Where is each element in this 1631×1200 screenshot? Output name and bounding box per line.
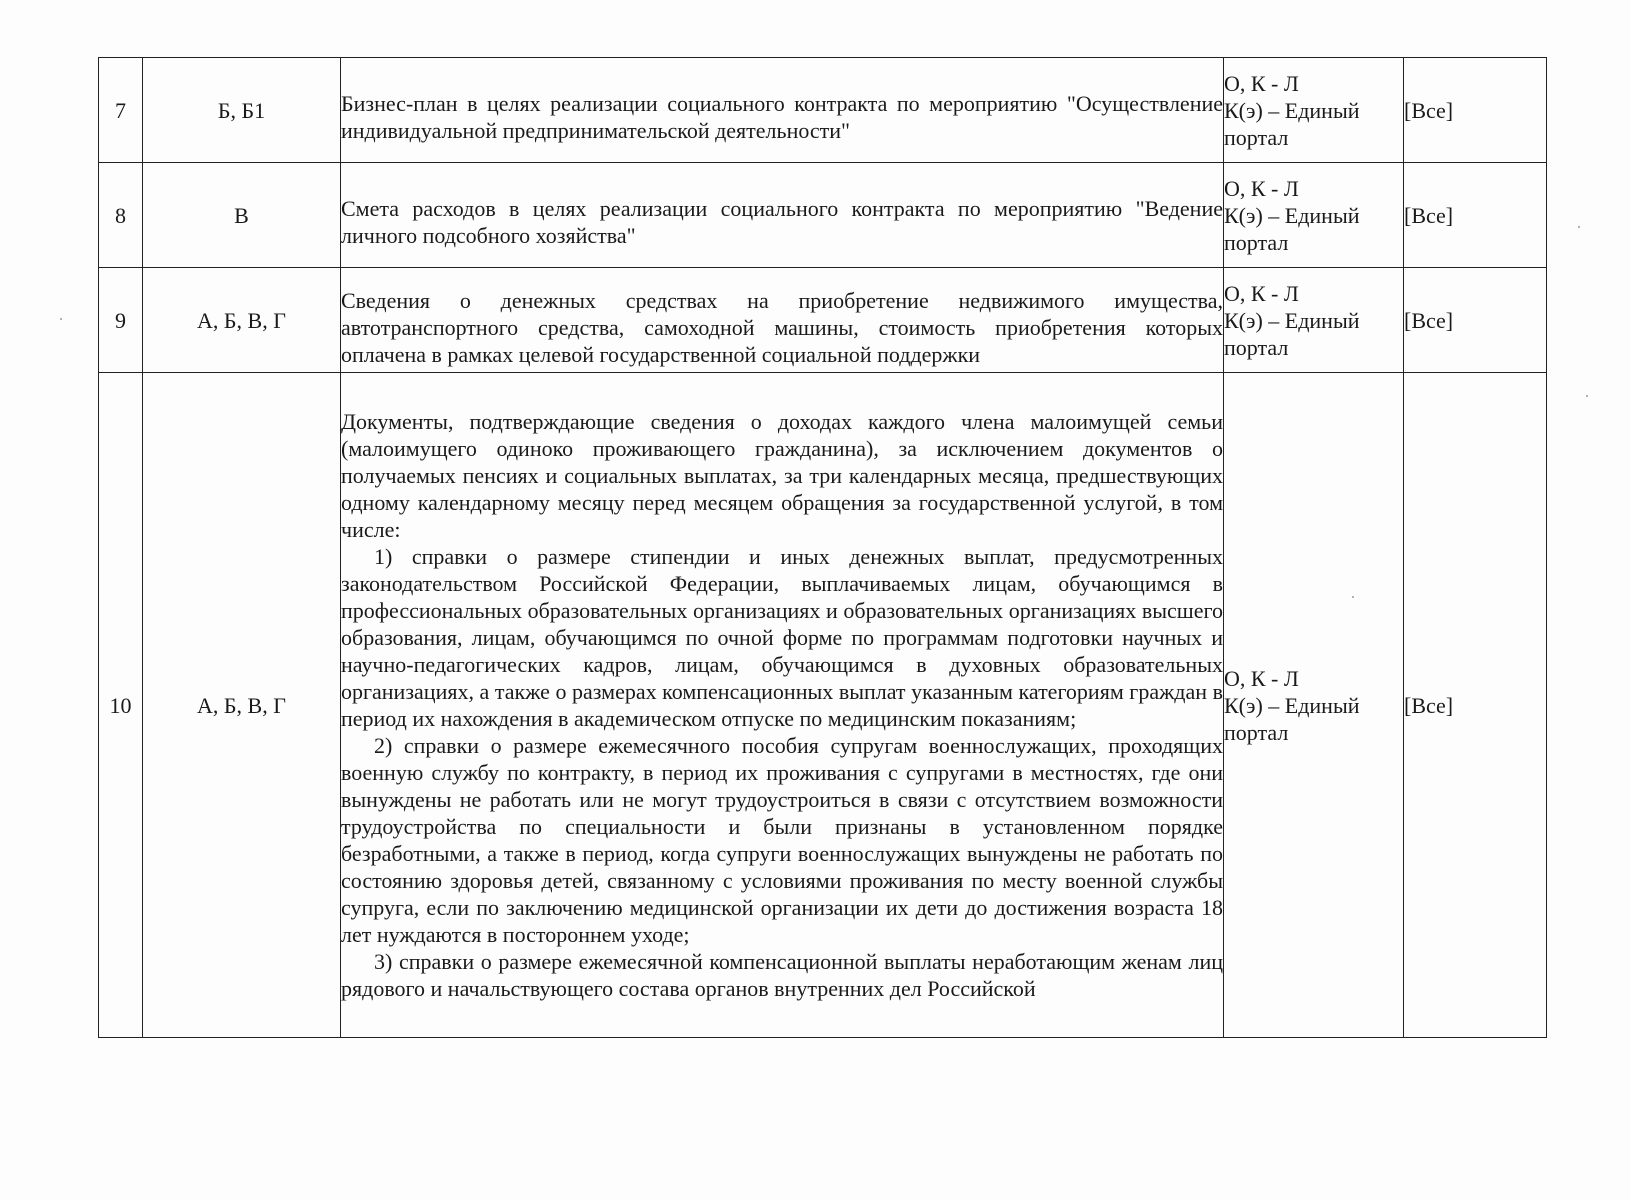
- form-line: портал: [1224, 229, 1289, 255]
- form-line: К(э) – Единый: [1224, 692, 1360, 718]
- row-applicants: [Все]: [1404, 58, 1547, 163]
- row-category: А, Б, В, Г: [143, 268, 341, 373]
- form-line: портал: [1224, 334, 1289, 360]
- scan-speck: [60, 318, 62, 320]
- row-document: [341, 373, 1224, 1038]
- document-paragraph: Документы, подтверждающие сведения о доходах каждого члена малоимущей семьи (малоимущего одиноко проживающего гражданина), за исключением документов о получаемых пенсиях и социальных выплатах, за три календарных месяца, предшествующих одному календарному месяцу перед месяцем обращения за государственной услугой, в том числе:: [341, 409, 1223, 542]
- row-applicants: [Все]: [1404, 268, 1547, 373]
- table-row: [99, 373, 1547, 1038]
- row-submission-form: [1224, 163, 1404, 268]
- row-submission-form: [1224, 268, 1404, 373]
- form-line: К(э) – Единый: [1224, 202, 1360, 228]
- form-line: О, К - Л: [1224, 280, 1299, 306]
- row-applicants: [Все]: [1404, 373, 1547, 1038]
- row-document: [341, 268, 1224, 373]
- table-row: [99, 268, 1547, 373]
- table-row: [99, 58, 1547, 163]
- row-number: 8: [99, 163, 143, 268]
- row-document: [341, 163, 1224, 268]
- form-line: О, К - Л: [1224, 175, 1299, 201]
- form-line: О, К - Л: [1224, 70, 1299, 96]
- row-number: 10: [99, 373, 143, 1038]
- row-submission-form: [1224, 58, 1404, 163]
- documents-table: [98, 57, 1547, 1038]
- document-paragraph: Бизнес-план в целях реализации социального контракта по мероприятию "Осуществление индивидуальной предпринимательской деятельности": [341, 91, 1223, 143]
- row-category: А, Б, В, Г: [143, 373, 341, 1038]
- form-line: портал: [1224, 719, 1289, 745]
- form-line: К(э) – Единый: [1224, 307, 1360, 333]
- form-line: портал: [1224, 124, 1289, 150]
- form-line: К(э) – Единый: [1224, 97, 1360, 123]
- table-row: [99, 163, 1547, 268]
- row-number: 9: [99, 268, 143, 373]
- row-document: [341, 58, 1224, 163]
- scan-speck: [1578, 226, 1580, 228]
- document-paragraph: Сведения о денежных средствах на приобретение недвижимого имущества, автотранспортного средства, самоходной машины, стоимость приобретения которых оплачена в рамках целевой государственной социальной поддержки: [341, 287, 1223, 367]
- document-paragraph: 3) справки о размере ежемесячной компенсационной выплаты неработающим женам лиц рядового и начальствующего состава органов внутренних дел Российской: [341, 949, 1223, 1001]
- scan-speck: [1352, 596, 1354, 598]
- row-submission-form: [1224, 373, 1404, 1038]
- document-paragraph: 2) справки о размере ежемесячного пособия супругам военнослужащих, проходящих военную службу по контракту, в период их проживания с супругами в местностях, где они вынуждены не работать или не могут трудоустроиться в связи с отсутствием возможности трудоустройства по специальности и были признаны в установленном порядке безработными, а также в период, когда супруги военнослужащих вынуждены не работать по состоянию здоровья детей, связанному с условиями проживания по месту военной службы супруга, если по заключению медицинской организации их дети до достижения возраста 18 лет нуждаются в постороннем уходе;: [341, 733, 1223, 947]
- row-category: В: [143, 163, 341, 268]
- form-line: О, К - Л: [1224, 665, 1299, 691]
- document-paragraph: 1) справки о размере стипендии и иных денежных выплат, предусмотренных законодательством Российской Федерации, выплачиваемых лицам, обучающимся в профессиональных образовательных организациях и образовательных организациях высшего образования, лицам, обучающимся по очной форме по программам подготовки научных и научно-педагогических кадров, лицам, обучающимся в духовных образовательных организациях, а также о размерах компенсационных выплат указанным категориям граждан в период их нахождения в академическом отпуске по медицинским показаниям;: [341, 544, 1223, 731]
- document-paragraph: Смета расходов в целях реализации социального контракта по мероприятию "Ведение личного подсобного хозяйства": [341, 196, 1223, 248]
- row-applicants: [Все]: [1404, 163, 1547, 268]
- scan-speck: [1586, 395, 1588, 397]
- row-category: Б, Б1: [143, 58, 341, 163]
- row-number: 7: [99, 58, 143, 163]
